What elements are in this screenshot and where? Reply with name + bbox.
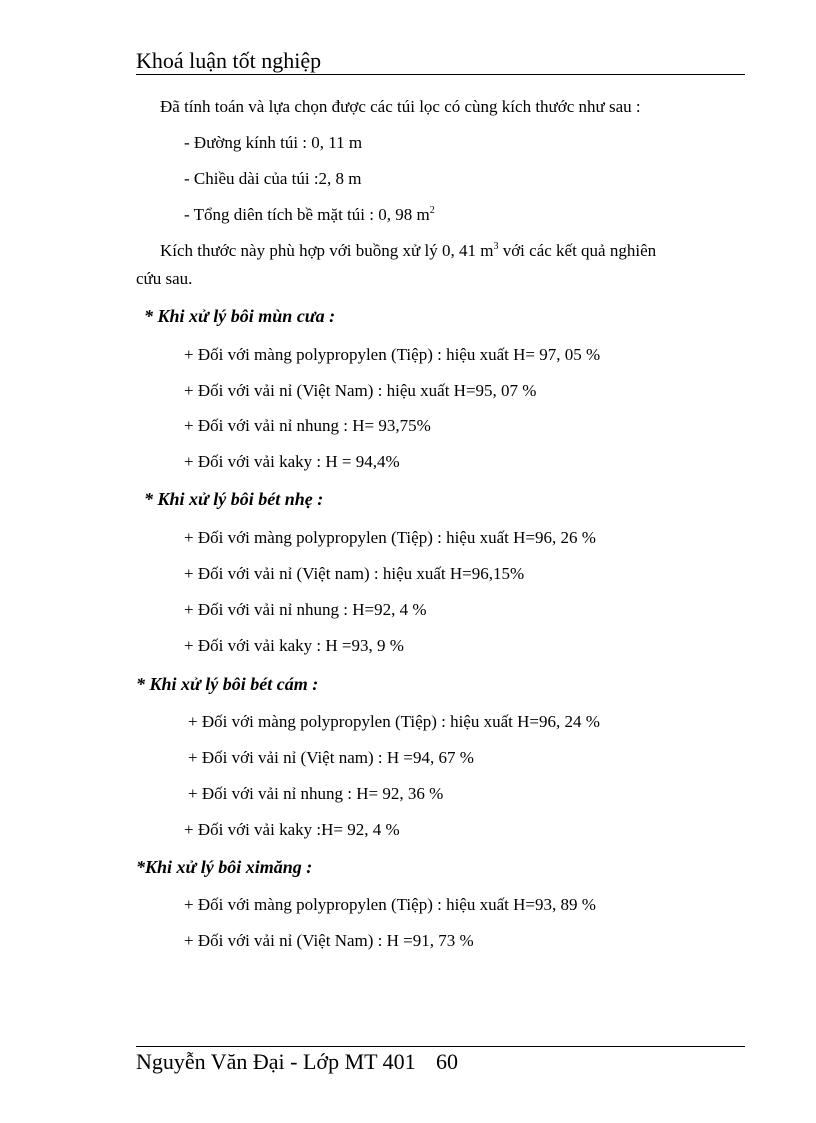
- list-item: + Đối với vải nỉ (Việt nam) : hiệu xuất H=96,15%: [184, 564, 525, 583]
- page-number: 60: [436, 1049, 458, 1074]
- spec-diameter: - Đường kính túi : 0, 11 m: [184, 133, 363, 152]
- list-item: + Đối với màng polypropylen (Tiệp) : hiệu xuất H= 97, 05 %: [184, 345, 601, 364]
- section-title: * Khi xử lý bôi mùn cưa :: [144, 306, 336, 326]
- list-item: + Đối với màng polypropylen (Tiệp) : hiệu xuất H=93, 89 %: [184, 895, 596, 914]
- paragraph-text-b: với các kết quả nghiên: [498, 241, 657, 260]
- spec-area-sup: 2: [429, 205, 435, 216]
- header-title: Khoá luận tốt nghiệp: [136, 48, 322, 73]
- list-item: + Đối với vải nỉ nhung : H=92, 4 %: [184, 600, 427, 619]
- section-title: * Khi xử lý bôi bét nhẹ :: [144, 489, 324, 509]
- page-footer: [136, 1046, 745, 1075]
- list-item: + Đối với màng polypropylen (Tiệp) : hiệu xuất H=96, 24 %: [188, 712, 600, 731]
- list-item: + Đối với vải nỉ nhung : H= 93,75%: [184, 416, 431, 435]
- paragraph-text-a: Kích thước này phù hợp với buồng xử lý 0, 41 m: [160, 241, 494, 260]
- page-header: [136, 48, 745, 75]
- paragraph-line-2: cứu sau.: [136, 269, 193, 288]
- intro-line: Đã tính toán và lựa chọn được các túi lọc có cùng kích thước như sau :: [160, 97, 641, 116]
- section-title: * Khi xử lý bôi bét cám :: [136, 674, 319, 694]
- paragraph-line-1: [160, 241, 656, 261]
- list-item: + Đối với vải nỉ (Việt Nam) : hiệu xuất H=95, 07 %: [184, 381, 537, 400]
- list-item: + Đối với vải nỉ nhung : H= 92, 36 %: [188, 784, 444, 803]
- spec-area: [184, 205, 435, 225]
- list-item: + Đối với vải kaky : H =93, 9 %: [184, 636, 404, 655]
- spec-area-text: - Tổng diên tích bề mặt túi : 0, 98 m: [184, 205, 430, 224]
- footer-author: Nguyễn Văn Đại - Lớp MT 401: [136, 1049, 416, 1074]
- spec-length: - Chiều dài của túi :2, 8 m: [184, 169, 362, 188]
- list-item: + Đối với vải nỉ (Việt Nam) : H =91, 73 %: [184, 931, 474, 950]
- paragraph-sup: 3: [493, 241, 499, 252]
- list-item: + Đối với vải kaky : H = 94,4%: [184, 452, 400, 471]
- list-item: + Đối với vải nỉ (Việt nam) : H =94, 67 %: [188, 748, 474, 767]
- section-title: *Khi xử lý bôi ximăng :: [136, 857, 313, 877]
- list-item: + Đối với vải kaky :H= 92, 4 %: [184, 820, 400, 839]
- list-item: + Đối với màng polypropylen (Tiệp) : hiệu xuất H=96, 26 %: [184, 528, 596, 547]
